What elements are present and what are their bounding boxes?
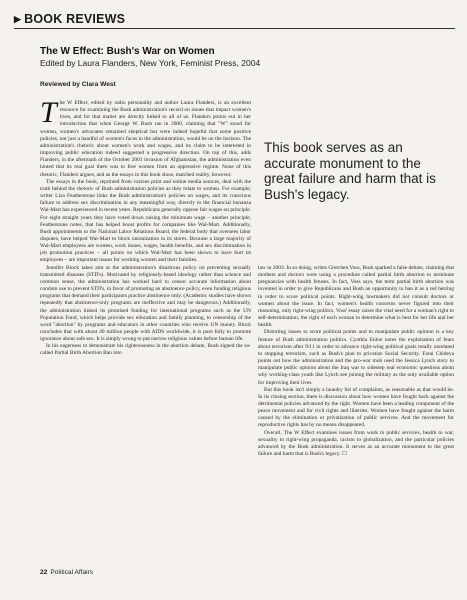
right-column	[258, 265, 454, 458]
paragraph: In his eagerness to demonstrate his righteousness in the abortion debate, Bush signed the so-called Partial Birth Abortion Ban into	[40, 343, 251, 357]
paragraph: Overall, The W Effect examines issues from work to public services, health to war, sexuality to right-wing propaganda, racism to globalization, and the particular policies advanced by the Bush administration. It serves as an accurate monument to the great failure and harm that is Bush's legacy. ☐	[258, 429, 454, 458]
section-label: BOOK REVIEWS	[24, 12, 126, 26]
article-editors: Edited by Laura Flanders, New York, Feminist Press, 2004	[40, 58, 261, 68]
header-divider	[14, 28, 455, 29]
paragraph: law in 2003. In so doing, writes Gretchen Voss, Bush sparked a false debate, claiming that mothers and doctors were using a procedure called partial birth abortion to terminate pregnancies with health fetuses. In fact, Voss says, the term partial birth abortion was invented in order to give Republicans and Bush an opportunity to ban it as a red herring in order to score political points. Right-wing lawmakers did not consult doctors or women about the issue. In fact, women's health concerns never figured into their reasoning, only right-wing politics. Voss' essay raises the vital need for a woman's right to self-determination, the right of each woman to determine what is best for her life and her health.	[258, 265, 454, 329]
paragraph: But this book isn't simply a laundry list of complaints, as reasonable as that would be. In its closing section, there is discussion about how women have fought back against the detrimental policies advanced by the right. Women have been a leading component of the peace movement and for civil rights and liberties. Women have fought against the harm caused by the elimination or privatization of public services. And the movement for reproductive rights has by no means disappeared.	[258, 386, 454, 429]
article-reviewer: Reviewed by Clara West	[40, 81, 116, 88]
paragraph: Distorting issues to score political points and to manipulate public opinion is a key feature of Bush administration politics. Cynthia Enloe notes the exploitation of fears about terrorism after 9/11 in order to advance right-wing political goals totally unrelated to stopping terrorism, such as Bush's plan to privatize Social Security. Farai Chideya points out how the administration and the pro-war mob used the Jessica Lynch story to manipulate public opinion about the Iraq war to sidestep real economic questions about why working-class youth like Lynch see joining the military as the only available option for improving their lives.	[258, 329, 454, 386]
section-header	[14, 12, 125, 26]
paragraph	[40, 96, 251, 179]
paragraph: The essays in the book, reprinted from various print and online media sources, deal with the truth behind the rhetoric of Bush administration policies as they relate to women. For example, writer Liza Featherstone links the Bush administration's policies on wages, and its conscious failure to address sex discrimination in any meaningful way, directly to the financial bonanza Wal-Mart has experienced in recent years. Republicans generally oppose fair wages on principle. For eight straight years they have voted down raising the minimum wage – another principle, Featherstone notes, that has helped boost profits for companies like Wal-Mart. Additionally, Bush appointments to the National Labor Relations Board, the federal body that oversees labor disputes, have helped Wal-Mart to block unionization in its stores. Because a large majority of Wal-Mart employees are women, work issues, wages, health benefits, and sex discrimination in job promotion practices – all points on which Wal-Mart has been shown to have hurt its employees – are important issues for working women and their families.	[40, 178, 251, 264]
page-number: 22	[40, 569, 48, 576]
publication-name: Political Affairs	[50, 569, 94, 576]
triangle-icon: ▶	[14, 14, 22, 24]
article-title: The W Effect: Bush's War on Women	[40, 46, 215, 57]
paragraph: Jennifer Block takes aim at the administration's disastrous policy on preventing sexually transmitted diseases (STD's). Motivated by religiously-based ideology rather than science and common sense, the administration has worked hard to censor accurate information about condom use to prevent STD's, in favor of promoting an abstinence policy, even funding religious programs that demand their participants practice abstinence only. (Academic studies have shown repeatedly that abstinence-only programs are ineffective and may be dangerous.) Additionally, the administration linked its promised funding for international programs such as the UN Population Fund, which helps provide sex education and family planning, to censorship of the word "abortion" by programs and educators in other countries who receive UN money. Block concludes that with about 40 million people with AIDS worldwide, it is pure folly to promote ignorance about safe sex. It is simply wrong to put narrow religious values before human life.	[40, 264, 251, 343]
page-footer	[40, 569, 93, 576]
pull-quote: This book serves as an accurate monument to the great failure and harm that is Bush's legacy.	[264, 140, 436, 202]
left-column	[40, 96, 251, 358]
dropcap: T	[40, 96, 57, 129]
paragraph-text: he W Effect, edited by radio personality and author Laura Flanders, is an excellent resource for examining the Bush administration's record on issues that impact women's lives, and for that matter are directly linked to all of us. Flanders points out in her introduction that when George W. Bush ran in 2000, claiming that "W" stood for women, women's advocates remained skeptical but were indeed hopeful that some positive policies, not just a handful of women's faces in the administration, would be on the horizon. The administration's rhetoric about women's work and wages, and its claim to be interested in improving public education indeed suggested a progressive direction. On top of this, adds Flanders, in the aftermath of the October 2001 invasion of Afghanistan, the administration even hinted that its real goal there was to free women from an oppressive regime. None of this rhetoric, Flanders argues, and as the essays in this book show, matched reality, however.	[40, 100, 251, 178]
